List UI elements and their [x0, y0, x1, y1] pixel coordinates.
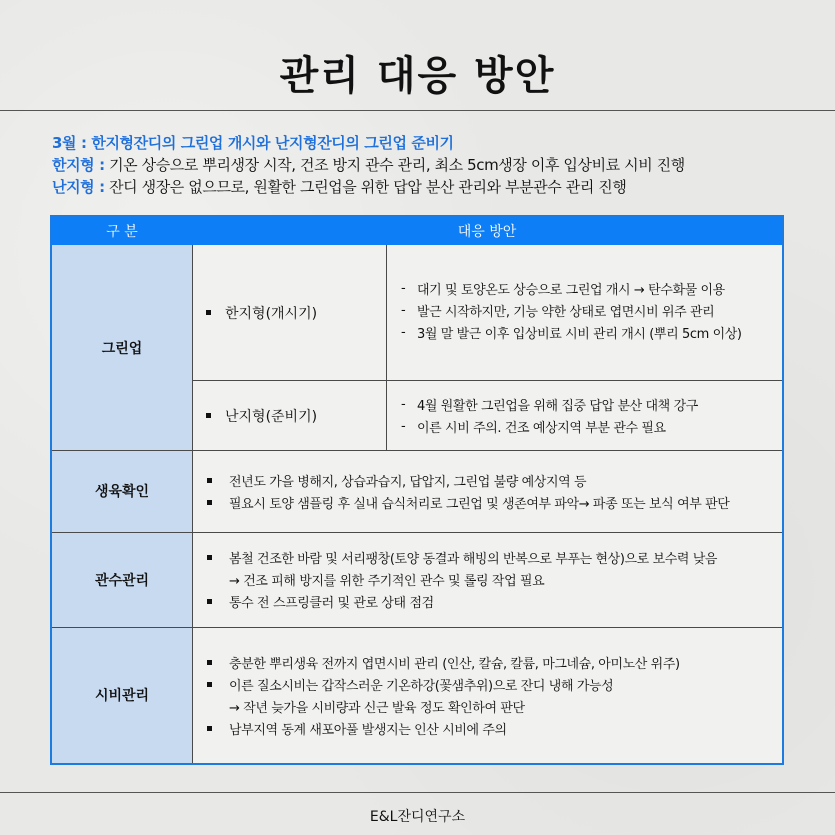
greenup-warm-list [387, 393, 698, 437]
bullet-square-icon [206, 413, 211, 418]
dash-icon: - [401, 280, 406, 296]
intro-cool-season [52, 154, 795, 176]
greenup-warm-label [192, 381, 386, 450]
list-item: 봄철 건조한 바람 및 서리팽창(토양 동결과 해빙의 반복으로 부푸는 현상)으로 보수력 낮음 [193, 546, 717, 568]
greenup-cool-list [387, 277, 742, 343]
list-item: 통수 전 스프링클러 및 관로 상태 점검 [193, 590, 717, 612]
irrigation-list [193, 546, 717, 612]
footer-credit: E&L잔디연구소 [369, 809, 466, 825]
bullet-square-icon [207, 660, 212, 665]
list-item: 충분한 뿌리생육 전까지 엽면시비 관리 (인산, 칼슘, 칼륨, 마그네슘, 아미노산 위주) [193, 651, 680, 673]
bullet-square-icon [207, 599, 212, 604]
greenup-cool-label [192, 245, 386, 380]
list-item-continuation: → 작년 늦가을 시비량과 신근 발육 정도 확인하여 판단 [229, 700, 525, 716]
intro-cool-text: 기온 상승으로 뿌리생장 시작, 건조 방지 관수 관리, 최소 5cm생장 이후 입상비료 시비 진행 [104, 156, 685, 174]
list-item: 남부지역 동계 새포아풀 발생지는 인산 시비에 주의 [193, 717, 680, 739]
category-greenup: 그린업 [52, 245, 193, 450]
bullet-square-icon [207, 726, 212, 731]
list-item: 이른 질소시비는 갑작스러운 기온하강(꽃샘추위)으로 잔디 냉해 가능성 [193, 673, 680, 695]
category-growth: 생육확인 [52, 450, 193, 532]
intro-cool-key: 한지형 : [52, 156, 105, 174]
growth-list [193, 469, 729, 513]
list-item: 전년도 가을 병해지, 상습과습지, 답압지, 그린업 불량 예상지역 등 [193, 469, 729, 491]
intro-warm-text: 잔디 생장은 없으므로, 원활한 그린업을 위한 답압 분산 관리와 부분관수 관리 진행 [104, 178, 627, 196]
fertilizer-list [193, 651, 680, 739]
list-item: - 4월 원활한 그린업을 위해 집중 답압 분산 대책 강구 [387, 393, 698, 415]
intro-block [52, 132, 795, 198]
bullet-square-icon [207, 555, 212, 560]
intro-warm-season [52, 176, 795, 198]
greenup-warm-label-text: 난지형(준비기) [225, 408, 318, 425]
bullet-square-icon [206, 310, 211, 315]
list-item: - 대기 및 토양온도 상승으로 그린업 개시 → 탄수화물 이용 [387, 277, 742, 299]
header-category: 구 분 [52, 217, 192, 245]
page-title: 관리 대응 방안 [279, 53, 556, 99]
list-item: - 이른 시비 주의. 건조 예상지역 부분 관수 필요 [387, 415, 698, 437]
list-item: - 발근 시작하지만, 기능 약한 상태로 엽면시비 위주 관리 [387, 299, 742, 321]
header-plan: 대응 방안 [192, 217, 782, 245]
bullet-square-icon [207, 682, 212, 687]
bullet-square-icon [207, 500, 212, 505]
management-table [50, 215, 784, 765]
row-divider [52, 450, 782, 451]
bullet-square-icon [207, 478, 212, 483]
row-divider [52, 627, 782, 628]
dash-icon: - [401, 302, 406, 318]
greenup-cool-label-text: 한지형(개시기) [225, 305, 318, 322]
title-divider [0, 110, 835, 111]
category-irrigation: 관수관리 [52, 532, 193, 627]
list-item-continuation: → 건조 피해 방지를 위한 주기적인 관수 및 롤링 작업 필요 [229, 573, 545, 589]
row-divider [52, 532, 782, 533]
intro-warm-key: 난지형 : [52, 178, 105, 196]
intro-headline: 3월 : 한지형잔디의 그린업 개시와 난지형잔디의 그린업 준비기 [52, 134, 454, 152]
list-item: - 3월 말 발근 이후 입상비료 시비 관리 개시 (뿌리 5cm 이상) [387, 321, 742, 343]
footer-divider [0, 792, 835, 793]
category-fertilizer: 시비관리 [52, 627, 193, 763]
dash-icon: - [401, 418, 406, 434]
list-item: 필요시 토양 샘플링 후 실내 습식처리로 그린업 및 생존여부 파악→ 파종 또는 보식 여부 판단 [193, 491, 729, 513]
dash-icon: - [401, 396, 406, 412]
dash-icon: - [401, 324, 406, 340]
